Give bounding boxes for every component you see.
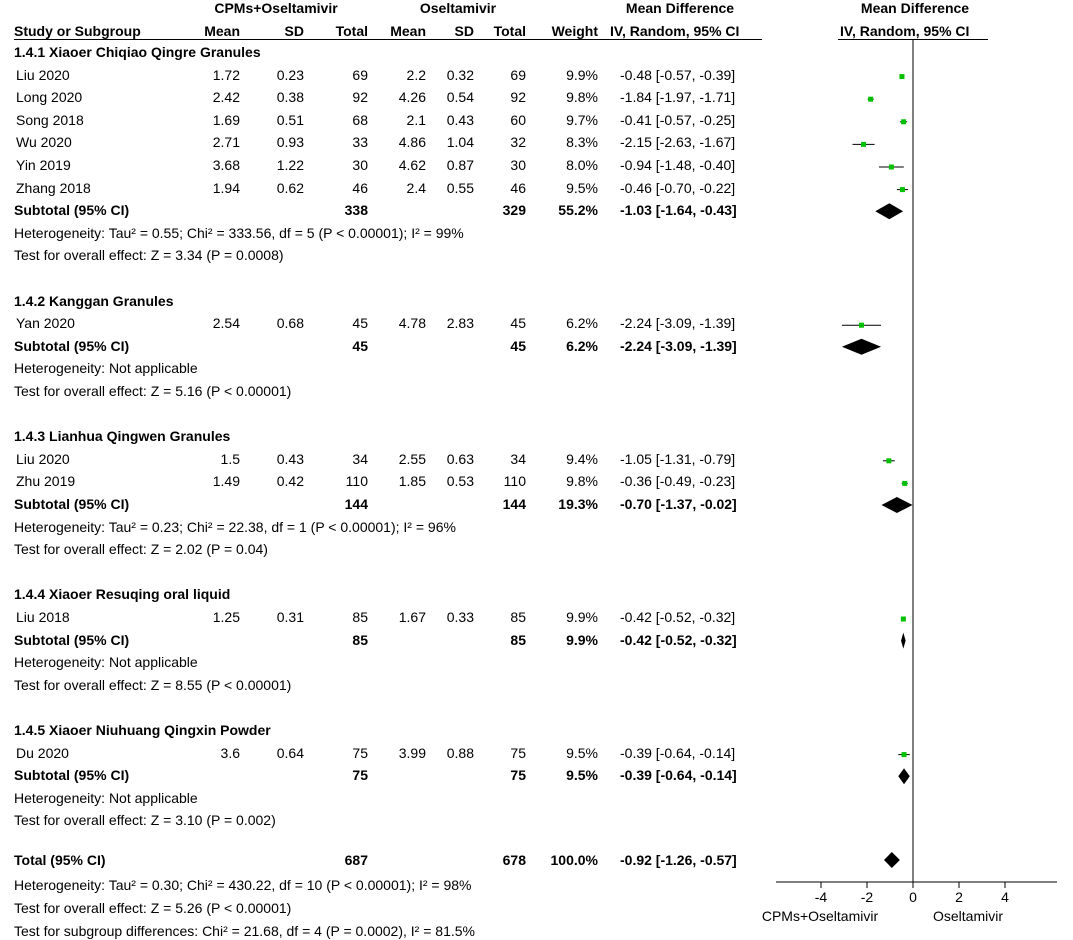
total2-header: Total	[493, 23, 526, 39]
study-n1: 46	[352, 179, 368, 196]
subtotal-n1: 144	[344, 496, 368, 512]
study-mean1: 2.54	[212, 315, 240, 332]
study-sd1: 0.93	[276, 134, 304, 151]
subtotal-n1: 45	[352, 337, 368, 354]
study-name: Zhang 2018	[16, 179, 91, 196]
study-weight: 9.8%	[566, 473, 598, 490]
study-mean2: 4.86	[398, 134, 426, 151]
study-n2: 75	[510, 744, 526, 761]
study-n1: 85	[352, 609, 368, 625]
pooled-diamond	[881, 497, 912, 513]
heterogeneity-note: Heterogeneity: Not applicable	[14, 789, 198, 806]
x-axis-left-label: CPMs+Oseltamivir	[761, 908, 879, 924]
subtotal-ci: -1.03 [-1.64, -0.43]	[620, 202, 737, 219]
overall-effect-note: Test for overall effect: Z = 3.10 (P = 0.002)	[14, 812, 276, 829]
mean1-header: Mean	[204, 23, 240, 39]
study-point	[902, 752, 907, 757]
subtotal-n1: 85	[352, 631, 368, 648]
total-label: Total (95% CI)	[14, 852, 106, 868]
study-name: Yan 2020	[16, 315, 75, 332]
study-sd1: 0.23	[276, 66, 304, 83]
study-weight: 8.0%	[566, 157, 598, 173]
study-n2: 45	[510, 315, 526, 332]
pooled-diamond	[842, 339, 881, 355]
study-sd2: 0.55	[446, 179, 474, 196]
study-n1: 110	[345, 473, 368, 490]
study-weight: 6.2%	[566, 315, 598, 332]
x-tick-label: 0	[909, 889, 917, 905]
study-mean2: 2.55	[398, 450, 426, 467]
subtotal-n2: 45	[510, 337, 526, 354]
study-sd1: 0.68	[276, 315, 304, 332]
study-point	[900, 187, 905, 192]
total-n1: 687	[344, 852, 368, 868]
study-mean1: 1.25	[212, 609, 240, 625]
study-weight: 9.9%	[566, 609, 598, 625]
study-n1: 30	[352, 157, 368, 173]
study-n2: 92	[510, 89, 526, 106]
subtotal-ci: -0.70 [-1.37, -0.02]	[620, 496, 737, 512]
total-note: Heterogeneity: Tau² = 0.30; Chi² = 430.22, df = 10 (P < 0.00001); I² = 98%	[14, 877, 472, 893]
subtotal-label: Subtotal (95% CI)	[14, 337, 130, 354]
study-name: Liu 2020	[16, 450, 70, 467]
subgroup-title: 1.4.2 Kanggan Granules	[14, 292, 174, 309]
study-ci: -1.84 [-1.97, -1.71]	[620, 89, 736, 106]
study-n2: 34	[510, 450, 526, 467]
study-sd2: 0.87	[446, 157, 474, 173]
total-note: Test for subgroup differences: Chi² = 21.68, df = 4 (P = 0.0002), I² = 81.5%	[14, 923, 475, 939]
study-name: Zhu 2019	[16, 473, 76, 490]
plot-column-header: Mean Difference	[860, 0, 970, 16]
pooled-diamond	[898, 768, 910, 784]
subtotal-n1: 338	[344, 202, 368, 219]
study-sd2: 1.04	[446, 134, 474, 151]
study-mean2: 2.2	[406, 66, 426, 83]
study-sd2: 0.32	[446, 66, 474, 83]
study-point	[886, 458, 891, 463]
study-weight: 9.7%	[566, 111, 598, 128]
study-mean2: 2.4	[406, 179, 426, 196]
study-ci: -0.94 [-1.48, -0.40]	[620, 157, 736, 173]
overall-effect-note: Test for overall effect: Z = 5.16 (P < 0.00001)	[14, 383, 292, 399]
study-name: Song 2018	[16, 111, 84, 128]
study-ci: -2.24 [-3.09, -1.39]	[620, 315, 736, 332]
group2-header: Oseltamivir	[419, 0, 497, 16]
study-point	[901, 617, 906, 622]
study-sd2: 0.53	[446, 473, 474, 490]
subtotal-label: Subtotal (95% CI)	[14, 202, 130, 219]
sd2-header: SD	[454, 23, 474, 39]
overall-effect-note: Test for overall effect: Z = 2.02 (P = 0.04)	[14, 541, 268, 558]
study-weight: 9.4%	[566, 450, 598, 467]
x-tick-label: -4	[814, 889, 828, 905]
subtotal-n1: 75	[352, 767, 368, 784]
overall-effect-note: Test for overall effect: Z = 8.55 (P < 0.00001)	[14, 676, 292, 693]
subtotal-label: Subtotal (95% CI)	[14, 631, 130, 648]
study-name: Long 2020	[16, 89, 83, 106]
study-sd2: 2.83	[446, 315, 474, 332]
study-sd1: 0.38	[276, 89, 304, 106]
study-n1: 92	[352, 89, 368, 106]
study-weight: 9.9%	[566, 66, 598, 83]
study-n2: 60	[510, 111, 526, 128]
subtotal-ci: -2.24 [-3.09, -1.39]	[620, 337, 737, 354]
study-mean2: 4.78	[398, 315, 426, 332]
study-point	[868, 97, 873, 102]
study-sd1: 0.64	[276, 744, 304, 761]
study-name: Yin 2019	[16, 157, 71, 173]
heterogeneity-note: Heterogeneity: Not applicable	[14, 654, 198, 671]
study-n2: 85	[510, 609, 526, 625]
study-sd2: 0.54	[446, 89, 474, 106]
subtotal-weight: 6.2%	[566, 337, 598, 354]
total-ci: -0.92 [-1.26, -0.57]	[620, 852, 737, 868]
study-n1: 75	[352, 744, 368, 761]
study-ci: -0.39 [-0.64, -0.14]	[620, 744, 736, 761]
md-ci-header: IV, Random, 95% CI	[610, 23, 740, 39]
pooled-diamond	[901, 633, 906, 649]
subtotal-n2: 85	[510, 631, 526, 648]
study-n2: 30	[510, 157, 526, 173]
subgroup-title: 1.4.3 Lianhua Qingwen Granules	[14, 428, 231, 445]
subtotal-ci: -0.39 [-0.64, -0.14]	[620, 767, 737, 784]
study-name: Liu 2020	[16, 66, 70, 83]
study-point	[899, 74, 904, 79]
study-n1: 68	[352, 111, 368, 128]
study-name: Wu 2020	[16, 134, 72, 151]
heterogeneity-note: Heterogeneity: Tau² = 0.23; Chi² = 22.38, df = 1 (P < 0.00001); I² = 96%	[14, 518, 456, 535]
study-mean2: 4.62	[398, 157, 426, 173]
pooled-diamond	[884, 852, 900, 868]
study-mean1: 1.5	[220, 450, 240, 467]
study-ci: -0.41 [-0.57, -0.25]	[620, 111, 736, 128]
study-name: Du 2020	[16, 744, 69, 761]
study-mean2: 2.1	[406, 111, 426, 128]
study-n1: 69	[352, 66, 368, 83]
x-tick-label: -2	[860, 889, 874, 905]
x-tick-label: 4	[1001, 889, 1009, 905]
study-mean2: 1.85	[398, 473, 426, 490]
study-mean1: 1.72	[212, 66, 240, 83]
study-sd2: 0.33	[446, 609, 474, 625]
subtotal-n2: 144	[502, 496, 526, 512]
study-point	[902, 481, 907, 486]
study-n1: 45	[352, 315, 368, 332]
subtotal-n2: 75	[510, 767, 526, 784]
subgroup-title: 1.4.5 Xiaoer Niuhuang Qingxin Powder	[14, 722, 271, 738]
study-n2: 110	[503, 473, 526, 490]
study-ci: -0.36 [-0.49, -0.23]	[620, 473, 736, 490]
study-sd1: 0.42	[276, 473, 304, 490]
total-n2: 678	[502, 852, 526, 868]
study-column-header: Study or Subgroup	[14, 23, 141, 39]
study-mean2: 1.67	[398, 609, 426, 625]
study-n2: 69	[510, 66, 526, 83]
subtotal-ci: -0.42 [-0.52, -0.32]	[620, 631, 737, 648]
study-sd1: 0.31	[276, 609, 304, 625]
subtotal-label: Subtotal (95% CI)	[14, 767, 130, 784]
study-point	[901, 119, 906, 124]
subtotal-label: Subtotal (95% CI)	[14, 496, 130, 512]
study-weight: 9.5%	[566, 744, 598, 761]
study-mean1: 1.49	[212, 473, 240, 490]
study-n1: 34	[352, 450, 368, 467]
heterogeneity-note: Heterogeneity: Tau² = 0.55; Chi² = 333.56, df = 5 (P < 0.00001); I² = 99%	[14, 224, 464, 241]
study-weight: 8.3%	[566, 134, 598, 151]
overall-effect-note: Test for overall effect: Z = 3.34 (P = 0.0008)	[14, 247, 284, 264]
study-n2: 46	[510, 179, 526, 196]
study-sd2: 0.88	[446, 744, 474, 761]
md-column-header: Mean Difference	[625, 0, 735, 16]
study-point	[889, 165, 894, 170]
study-point	[861, 142, 866, 147]
mean2-header: Mean	[390, 23, 426, 39]
study-sd1: 0.43	[276, 450, 304, 467]
subgroup-title: 1.4.4 Xiaoer Resuqing oral liquid	[14, 586, 231, 603]
study-mean1: 1.94	[212, 179, 240, 196]
study-mean2: 4.26	[398, 89, 426, 106]
study-weight: 9.5%	[566, 179, 598, 196]
pooled-diamond	[875, 203, 903, 219]
study-sd1: 0.51	[276, 111, 304, 128]
study-sd1: 0.62	[276, 179, 304, 196]
study-sd1: 1.22	[276, 157, 304, 173]
weight-header: Weight	[551, 23, 598, 39]
study-weight: 9.8%	[566, 89, 598, 106]
plot-ci-header: IV, Random, 95% CI	[840, 23, 970, 39]
study-mean1: 1.69	[212, 111, 240, 128]
heterogeneity-note: Heterogeneity: Not applicable	[14, 360, 198, 377]
study-ci: -0.42 [-0.52, -0.32]	[620, 609, 736, 625]
study-n1: 33	[352, 134, 368, 151]
x-tick-label: 2	[955, 889, 963, 905]
subtotal-weight: 9.5%	[566, 767, 598, 784]
study-mean1: 2.71	[212, 134, 240, 151]
group1-header: CPMs+Oseltamivir	[214, 0, 338, 16]
study-mean1: 3.68	[212, 157, 240, 173]
study-ci: -2.15 [-2.63, -1.67]	[620, 134, 736, 151]
study-mean1: 3.6	[220, 744, 240, 761]
study-n2: 32	[510, 134, 526, 151]
study-point	[859, 323, 864, 328]
study-mean2: 3.99	[398, 744, 426, 761]
study-sd2: 0.63	[446, 450, 474, 467]
subtotal-weight: 9.9%	[566, 631, 598, 648]
study-ci: -1.05 [-1.31, -0.79]	[620, 450, 736, 467]
total1-header: Total	[335, 23, 368, 39]
study-name: Liu 2018	[16, 609, 70, 625]
total-weight: 100.0%	[550, 852, 598, 868]
x-axis-right-label: Oseltamivir	[932, 908, 1004, 924]
study-ci: -0.46 [-0.70, -0.22]	[620, 179, 736, 196]
study-sd2: 0.43	[446, 111, 474, 128]
subgroup-title: 1.4.1 Xiaoer Chiqiao Qingre Granules	[14, 44, 261, 60]
subtotal-n2: 329	[502, 202, 526, 219]
subtotal-weight: 55.2%	[558, 202, 598, 219]
study-mean1: 2.42	[212, 89, 240, 106]
study-ci: -0.48 [-0.57, -0.39]	[620, 66, 736, 83]
subtotal-weight: 19.3%	[558, 496, 598, 512]
sd1-header: SD	[284, 23, 304, 39]
total-note: Test for overall effect: Z = 5.26 (P < 0.00001)	[14, 900, 292, 916]
